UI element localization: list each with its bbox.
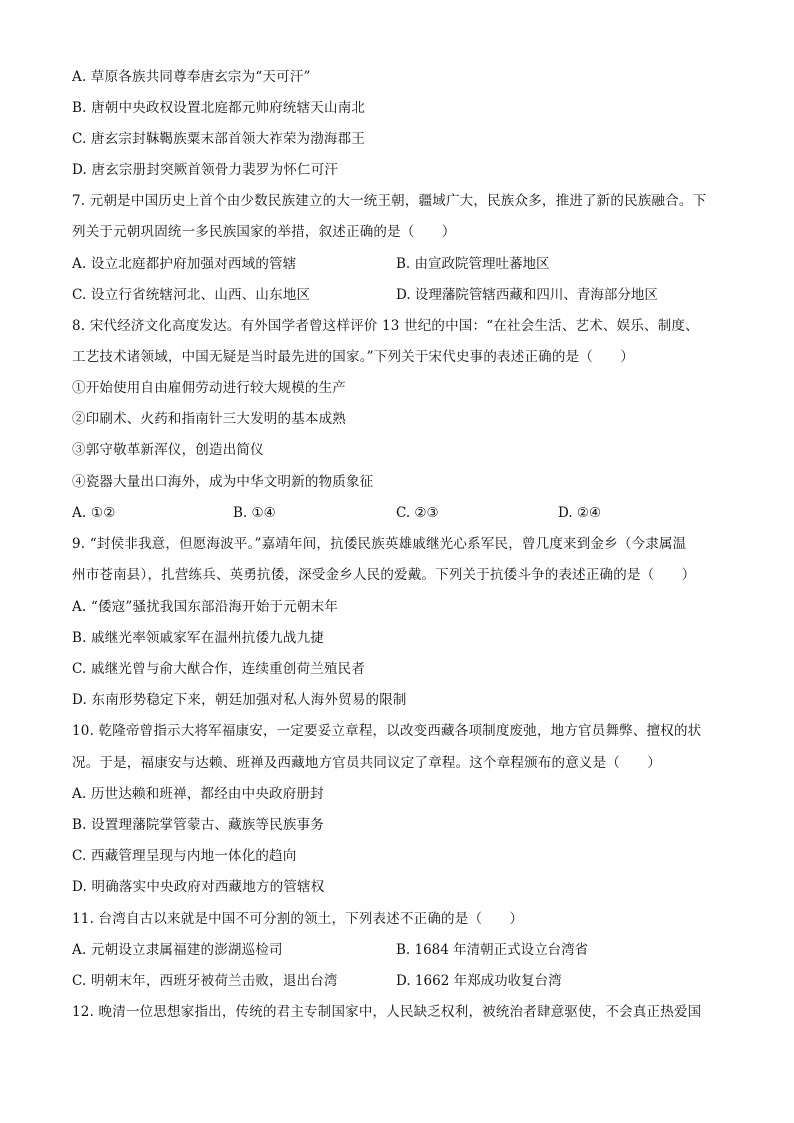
q7-option-a: A. 设立北庭都护府加强对西域的管辖 bbox=[72, 256, 297, 272]
q10-option-d: D. 明确落实中央政府对西藏地方的管辖权 bbox=[72, 879, 325, 895]
q11-option-c: C. 明朝末年，西班牙被荷兰击败，退出台湾 bbox=[72, 973, 338, 989]
q7-option-d: D. 设理藩院管辖西藏和四川、青海部分地区 bbox=[396, 287, 658, 303]
q6-option-b: B. 唐朝中央政权设置北庭都元帅府统辖天山南北 bbox=[72, 100, 366, 116]
q8-option-d: D. ②④ bbox=[558, 505, 602, 521]
q9-stem-line2: 州市苍南县），扎营练兵、英勇抗倭，深受金乡人民的爱戴。下列关于抗倭斗争的表述正确的是（ ） bbox=[72, 567, 696, 583]
q11-option-b: B. 1684 年清朝正式设立台湾省 bbox=[396, 942, 589, 958]
q7-option-c: C. 设立行省统辖河北、山西、山东地区 bbox=[72, 287, 311, 303]
q6-option-a: A. 草原各族共同尊奉唐玄宗为“天可汗” bbox=[72, 69, 311, 85]
q8-item-1: ①开始使用自由雇佣劳动进行较大规模的生产 bbox=[72, 380, 346, 396]
q8-item-4: ④瓷器大量出口海外，成为中华文明新的物质象征 bbox=[72, 474, 374, 490]
q6-option-d: D. 唐玄宗册封突厥首领骨力裴罗为怀仁可汗 bbox=[72, 162, 339, 178]
q10-stem-line2: 况。于是，福康安与达赖、班禅及西藏地方官员共同议定了章程。这个章程颁布的意义是（ ） bbox=[72, 755, 662, 771]
q8-stem-line1: 8. 宋代经济文化高度发达。有外国学者曾这样评价 13 世纪的中国：“在社会生活、艺术、娱乐、制度、 bbox=[72, 318, 699, 334]
q8-option-b: B. ①④ bbox=[233, 505, 276, 521]
q6-option-c: C. 唐玄宗封靺鞨族粟末部首领大祚荣为渤海郡王 bbox=[72, 131, 366, 147]
q8-option-c: C. ②③ bbox=[396, 505, 439, 521]
q10-option-c: C. 西藏管理呈现与内地一体化的趋向 bbox=[72, 848, 297, 864]
q10-option-a: A. 历世达赖和班禅，都经由中央政府册封 bbox=[72, 786, 324, 802]
q7-stem-line2: 列关于元朝巩固统一多民族国家的举措，叙述正确的是（ ） bbox=[72, 224, 456, 240]
q7-stem-line1: 7. 元朝是中国历史上首个由少数民族建立的大一统王朝，疆域广大，民族众多，推进了新的民族融合。下 bbox=[72, 193, 707, 209]
q8-item-2: ②印刷术、火药和指南针三大发明的基本成熟 bbox=[72, 411, 346, 427]
q8-stem-line2: 工艺技术诸领域，中国无疑是当时最先进的国家。”下列关于宋代史事的表述正确的是（ ） bbox=[72, 349, 635, 365]
q9-option-b: B. 戚继光率领戚家军在温州抗倭九战九捷 bbox=[72, 630, 325, 646]
q9-stem-line1: 9. “封侯非我意，但愿海波平。”嘉靖年间，抗倭民族英雄戚继光心系军民，曾几度来到金乡（今隶属温 bbox=[72, 536, 687, 552]
q10-stem-line1: 10. 乾隆帝曾指示大将军福康安，一定要妥立章程，以改变西藏各项制度废弛，地方官员舞弊、擅权的状 bbox=[72, 723, 702, 739]
q8-option-a: A. ①② bbox=[72, 505, 116, 521]
q11-stem-line1: 11. 台湾自古以来就是中国不可分割的领土，下列表述不正确的是（ ） bbox=[72, 911, 524, 927]
q12-stem-line1: 12. 晚清一位思想家指出，传统的君主专制国家中，人民缺乏权利，被统治者肆意驱使，不会真正热爱国 bbox=[72, 1004, 702, 1020]
q7-option-b: B. 由宣政院管理吐蕃地区 bbox=[396, 256, 550, 272]
q9-option-a: A. “倭寇”骚扰我国东部沿海开始于元朝末年 bbox=[72, 599, 339, 615]
q11-option-d: D. 1662 年郑成功收复台湾 bbox=[396, 973, 562, 989]
q9-option-d: D. 东南形势稳定下来，朝廷加强对私人海外贸易的限制 bbox=[72, 692, 407, 708]
q11-option-a: A. 元朝设立隶属福建的澎湖巡检司 bbox=[72, 942, 283, 958]
q10-option-b: B. 设置理藩院掌管蒙古、藏族等民族事务 bbox=[72, 817, 325, 833]
q9-option-c: C. 戚继光曾与俞大猷合作，连续重创荷兰殖民者 bbox=[72, 661, 366, 677]
q8-item-3: ③郭守敬革新浑仪，创造出简仪 bbox=[72, 442, 264, 458]
